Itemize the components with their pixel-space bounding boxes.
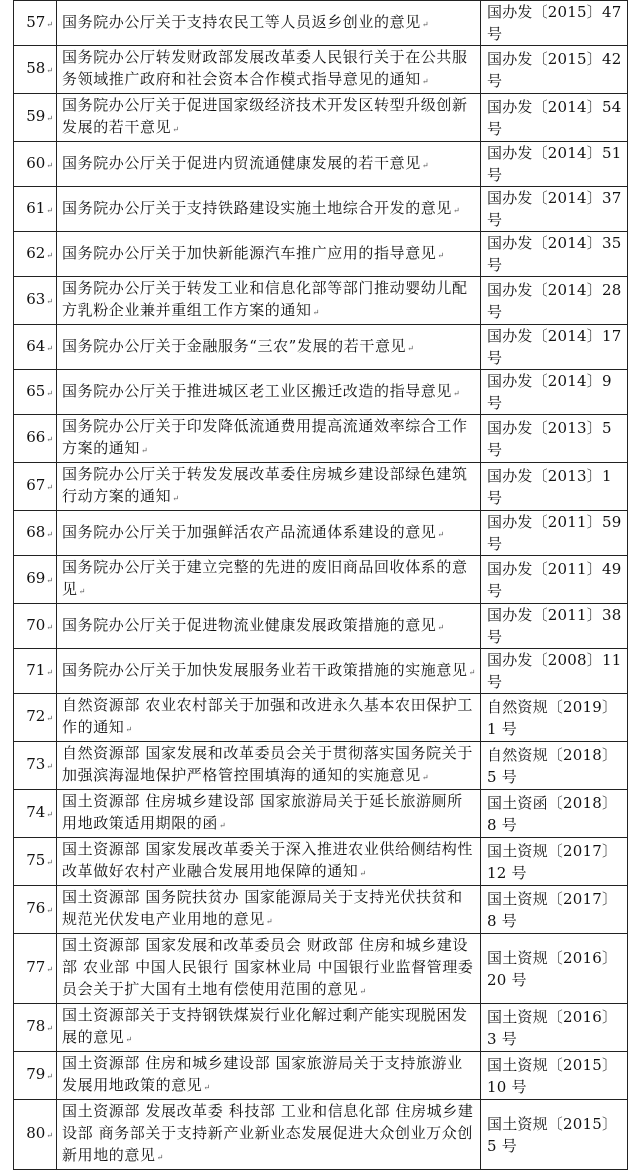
- document-title-cell: [57, 556, 481, 604]
- document-title: 国务院办公厅关于促进国家级经济技术开发区转型升级创新发展的若干意见: [62, 96, 468, 136]
- document-number-cell: [481, 325, 628, 370]
- document-title: 国务院办公厅关于金融服务“三农”发展的若干意见: [62, 336, 407, 355]
- document-title-cell: [57, 742, 481, 790]
- document-number: 国土资规〔2016〕3 号: [487, 1007, 618, 1048]
- paragraph-mark: ↵: [421, 160, 430, 170]
- document-title: 国务院办公厅关于加快新能源汽车推广应用的指导意见: [62, 243, 437, 262]
- table-row: [14, 463, 628, 511]
- document-number-cell: [481, 694, 628, 742]
- document-number-cell: [481, 46, 628, 94]
- document-number: 国办发〔2014〕37 号: [487, 189, 622, 229]
- row-number-cell: [14, 94, 57, 142]
- document-number-cell: [481, 415, 628, 463]
- row-number: 67: [26, 476, 46, 494]
- row-number-cell: [14, 556, 57, 604]
- document-number-cell: [481, 94, 628, 142]
- document-title: 国土资源部 国家发展和改革委员会 财政部 住房和城乡建设部 农业部 中国人民银行 国家林业局 中国银行业监督管理委员会关于扩大国有土地有偿使用范围的意见: [62, 936, 474, 998]
- document-title-cell: [57, 187, 481, 232]
- table-row: [14, 886, 628, 934]
- document-number: 国土资规〔2017〕8 号: [487, 889, 618, 930]
- row-number-cell: [14, 604, 57, 649]
- document-number-cell: [481, 1004, 628, 1052]
- document-title-cell: [57, 886, 481, 934]
- table-row: [14, 187, 628, 232]
- document-number: 国办发〔2015〕42 号: [487, 49, 622, 90]
- row-number-cell: [14, 886, 57, 934]
- document-title-cell: [57, 1100, 481, 1170]
- row-number-cell: [14, 46, 57, 94]
- document-title: 国务院办公厅关于支持铁路建设实施土地综合开发的意见: [62, 198, 453, 217]
- row-number-cell: [14, 415, 57, 463]
- document-number-cell: [481, 934, 628, 1004]
- document-number: 国办发〔2011〕38 号: [487, 606, 622, 646]
- paragraph-mark: ↵: [453, 388, 461, 398]
- paragraph-mark: ↵: [46, 906, 53, 915]
- document-title: 国土资源部 发展改革委 科技部 工业和信息化部 住房城乡建设部 商务部关于支持新产业新业态发展促进大众创业万众创新用地的意见: [62, 1102, 474, 1164]
- table-row: [14, 1100, 628, 1170]
- document-number-cell: [481, 742, 628, 790]
- row-number: 72: [26, 707, 46, 725]
- document-title: 国土资源部关于支持钢铁煤炭行业化解过剩产能实现脱困发展的意见: [62, 1006, 468, 1046]
- row-number: 57: [26, 12, 46, 31]
- document-title-cell: [57, 604, 481, 649]
- paragraph-mark: ↵: [437, 622, 445, 632]
- row-number-cell: [14, 370, 57, 415]
- paragraph-mark: ↵: [125, 1035, 133, 1044]
- paragraph-mark: ↵: [46, 762, 53, 771]
- document-title-cell: [57, 934, 481, 1004]
- row-number: 58: [26, 59, 46, 77]
- row-number-cell: [14, 232, 57, 277]
- document-number: 国办发〔2014〕51 号: [487, 144, 622, 184]
- document-number-cell: [481, 838, 628, 886]
- paragraph-mark: ↵: [46, 483, 53, 492]
- paragraph-mark: ↵: [421, 77, 430, 86]
- paragraph-mark: ↵: [312, 308, 320, 317]
- document-number: 自然资规〔2019〕1 号: [487, 697, 618, 738]
- paragraph-mark: ↵: [46, 114, 53, 123]
- paragraph-mark: ↵: [172, 125, 180, 134]
- row-number: 78: [26, 1017, 46, 1035]
- paragraph-mark: ↵: [421, 773, 430, 782]
- row-number: 75: [26, 851, 46, 869]
- row-number-cell: [14, 1100, 57, 1170]
- document-number: 国办发〔2015〕47 号: [487, 3, 622, 43]
- row-number-cell: [14, 934, 57, 1004]
- document-number: 国办发〔2014〕9 号: [487, 372, 612, 412]
- document-title-cell: [57, 511, 481, 556]
- row-number: 62: [26, 243, 46, 262]
- document-number-cell: [481, 277, 628, 325]
- document-title-cell: [57, 694, 481, 742]
- row-number: 70: [26, 615, 46, 634]
- table-row: [14, 790, 628, 838]
- document-title: 国土资源部 住房和城乡建设部 国家旅游局关于支持旅游业发展用地政策的意见: [62, 1054, 463, 1094]
- document-number-cell: [481, 649, 628, 694]
- document-number: 国办发〔2014〕54 号: [487, 97, 622, 138]
- paragraph-mark: ↵: [46, 622, 53, 632]
- table-row: [14, 370, 628, 415]
- table-row: [14, 604, 628, 649]
- paragraph-mark: ↵: [125, 725, 133, 734]
- document-number-cell: [481, 556, 628, 604]
- table-row: [14, 556, 628, 604]
- document-title: 国务院办公厅关于加快发展服务业若干政策措施的实施意见: [62, 660, 468, 679]
- document-title: 国务院办公厅关于支持农民工等人员返乡创业的意见: [62, 12, 421, 31]
- document-title-cell: [57, 46, 481, 94]
- row-number-cell: [14, 142, 57, 187]
- document-title: 自然资源部 农业农村部关于加强和改进永久基本农田保护工作的通知: [62, 696, 473, 736]
- table-row: [14, 649, 628, 694]
- document-title: 国土资源部 国务院扶贫办 国家能源局关于支持光伏扶贫和规范光伏发电产业用地的意见: [62, 888, 463, 928]
- paragraph-mark: ↵: [46, 205, 53, 215]
- paragraph-mark: ↵: [437, 250, 445, 260]
- document-number-cell: [481, 232, 628, 277]
- document-number: 国办发〔2011〕59 号: [487, 513, 622, 553]
- document-number: 国办发〔2011〕49 号: [487, 559, 622, 600]
- row-number-cell: [14, 1004, 57, 1052]
- row-number-cell: [14, 277, 57, 325]
- paragraph-mark: ↵: [141, 446, 149, 455]
- document-number: 国土资规〔2016〕20 号: [487, 948, 618, 989]
- row-number: 69: [26, 569, 46, 587]
- table-row: [14, 142, 628, 187]
- row-number-cell: [14, 463, 57, 511]
- row-number-cell: [14, 1052, 57, 1100]
- document-title-cell: [57, 1, 481, 46]
- document-title-cell: [57, 790, 481, 838]
- table-row: [14, 511, 628, 556]
- paragraph-mark: ↵: [46, 858, 53, 867]
- row-number-cell: [14, 649, 57, 694]
- paragraph-mark: ↵: [453, 205, 461, 215]
- row-number-cell: [14, 790, 57, 838]
- table-row: [14, 46, 628, 94]
- paragraph-mark: ↵: [46, 297, 53, 306]
- document-title-cell: [57, 277, 481, 325]
- document-number-cell: [481, 187, 628, 232]
- table-body: [14, 1, 628, 1170]
- document-title-cell: [57, 1052, 481, 1100]
- paragraph-mark: ↵: [421, 19, 430, 29]
- document-number: 国办发〔2014〕28 号: [487, 280, 622, 321]
- document-title: 国务院办公厅关于转发工业和信息化部等部门推动婴幼儿配方乳粉企业兼并重组工作方案的通知: [62, 279, 468, 319]
- document-title: 国务院办公厅关于印发降低流通费用提高流通效率综合工作方案的通知: [62, 417, 468, 457]
- table-row: [14, 742, 628, 790]
- paragraph-mark: ↵: [46, 19, 53, 29]
- document-title: 国务院办公厅关于建立完整的先进的废旧商品回收体系的意见: [62, 558, 468, 598]
- paragraph-mark: ↵: [265, 917, 274, 926]
- document-number: 国土资规〔2015〕10 号: [487, 1055, 618, 1096]
- document-number: 国土资规〔2015〕5 号: [487, 1114, 618, 1155]
- paragraph-mark: ↵: [46, 714, 53, 723]
- row-number-cell: [14, 1, 57, 46]
- document-title-cell: [57, 838, 481, 886]
- table-row: [14, 1004, 628, 1052]
- paragraph-mark: ↵: [46, 1131, 53, 1140]
- table-row: [14, 934, 628, 1004]
- document-title-cell: [57, 463, 481, 511]
- table-row: [14, 325, 628, 370]
- document-title: 国务院办公厅转发财政部发展改革委人民银行关于在公共服务领域推广政府和社会资本合作模式指导意见的通知: [62, 48, 468, 88]
- document-title-cell: [57, 232, 481, 277]
- paragraph-mark: ↵: [46, 388, 53, 398]
- paragraph-mark: ↵: [359, 869, 367, 878]
- document-number-cell: [481, 370, 628, 415]
- row-number: 60: [26, 153, 46, 172]
- paragraph-mark: ↵: [46, 160, 53, 170]
- paragraph-mark: ↵: [437, 529, 445, 539]
- row-number: 79: [26, 1065, 46, 1083]
- paragraph-mark: ↵: [46, 250, 53, 260]
- document-number-cell: [481, 886, 628, 934]
- paragraph-mark: ↵: [359, 987, 367, 996]
- row-number: 73: [26, 755, 46, 773]
- document-title-cell: [57, 370, 481, 415]
- table-row: [14, 838, 628, 886]
- document-title-cell: [57, 415, 481, 463]
- row-number: 71: [26, 660, 46, 679]
- paragraph-mark: ↵: [78, 587, 86, 596]
- document-number: 国办发〔2013〕1 号: [487, 466, 612, 507]
- paragraph-mark: ↵: [219, 821, 227, 830]
- paragraph-mark: ↵: [46, 66, 53, 75]
- paragraph-mark: ↵: [46, 529, 53, 539]
- row-number-cell: [14, 742, 57, 790]
- paragraph-mark: ↵: [46, 1024, 53, 1033]
- document-number-cell: [481, 142, 628, 187]
- paragraph-mark: ↵: [156, 1153, 164, 1162]
- paragraph-mark: ↵: [46, 965, 53, 974]
- table-row: [14, 415, 628, 463]
- document-number-cell: [481, 1100, 628, 1170]
- document-number-cell: [481, 511, 628, 556]
- row-number: 65: [26, 381, 46, 400]
- row-number: 61: [26, 198, 46, 217]
- paragraph-mark: ↵: [46, 343, 53, 353]
- document-number: 国办发〔2013〕5 号: [487, 418, 612, 459]
- policy-document-table: [13, 0, 628, 1170]
- document-title: 国务院办公厅关于促进物流业健康发展政策措施的意见: [62, 615, 437, 634]
- document-title: 国务院办公厅关于促进内贸流通健康发展的若干意见: [62, 153, 421, 172]
- row-number-cell: [14, 511, 57, 556]
- row-number: 63: [26, 290, 46, 308]
- row-number-cell: [14, 325, 57, 370]
- document-title: 国务院办公厅关于加强鲜活农产品流通体系建设的意见: [62, 522, 437, 541]
- document-number-cell: [481, 1052, 628, 1100]
- table-row: [14, 277, 628, 325]
- row-number-cell: [14, 694, 57, 742]
- table-row: [14, 694, 628, 742]
- row-number: 80: [26, 1124, 46, 1142]
- document-number-cell: [481, 1, 628, 46]
- row-number: 77: [26, 958, 46, 976]
- paragraph-mark: ↵: [46, 810, 53, 819]
- paragraph-mark: ↵: [46, 435, 53, 444]
- row-number: 74: [26, 803, 46, 821]
- document-number: 国办发〔2008〕11 号: [487, 651, 622, 691]
- table-row: [14, 94, 628, 142]
- paragraph-mark: ↵: [203, 1083, 211, 1092]
- row-number: 68: [26, 522, 46, 541]
- row-number-cell: [14, 187, 57, 232]
- document-title: 国务院办公厅关于转发发展改革委住房城乡建设部绿色建筑行动方案的通知: [62, 465, 468, 505]
- document-title: 国土资源部 住房城乡建设部 国家旅游局关于延长旅游厕所用地政策适用期限的函: [62, 792, 463, 832]
- paragraph-mark: ↵: [46, 667, 53, 677]
- document-number: 国土资规〔2017〕12 号: [487, 841, 618, 882]
- document-number: 国办发〔2014〕17 号: [487, 327, 622, 367]
- table-row: [14, 1052, 628, 1100]
- document-title-cell: [57, 142, 481, 187]
- document-title: 自然资源部 国家发展和改革委员会关于贯彻落实国务院关于加强滨海湿地保护严格管控围填海的通知的实施意见: [62, 744, 473, 784]
- document-number: 自然资规〔2018〕5 号: [487, 745, 618, 786]
- paragraph-mark: ↵: [46, 1072, 53, 1081]
- document-title: 国务院办公厅关于推进城区老工业区搬迁改造的指导意见: [62, 381, 453, 400]
- table-row: [14, 232, 628, 277]
- document-title: 国土资源部 国家发展改革委关于深入推进农业供给侧结构性改革做好农村产业融合发展用地保障的通知: [62, 840, 473, 880]
- paragraph-mark: ↵: [172, 494, 180, 503]
- paragraph-mark: ↵: [407, 343, 415, 353]
- document-title-cell: [57, 94, 481, 142]
- paragraph-mark: ↵: [468, 667, 476, 677]
- row-number: 59: [26, 107, 46, 125]
- row-number: 64: [26, 336, 46, 355]
- table-row: [14, 1, 628, 46]
- row-number: 76: [26, 899, 46, 917]
- document-number-cell: [481, 790, 628, 838]
- paragraph-mark: ↵: [46, 576, 53, 585]
- document-number-cell: [481, 463, 628, 511]
- row-number-cell: [14, 838, 57, 886]
- document-title-cell: [57, 649, 481, 694]
- row-number: 66: [26, 428, 46, 446]
- document-title-cell: [57, 325, 481, 370]
- document-number-cell: [481, 604, 628, 649]
- document-number: 国办发〔2014〕35 号: [487, 234, 622, 274]
- document-title-cell: [57, 1004, 481, 1052]
- document-number: 国土资函〔2018〕8 号: [487, 793, 618, 834]
